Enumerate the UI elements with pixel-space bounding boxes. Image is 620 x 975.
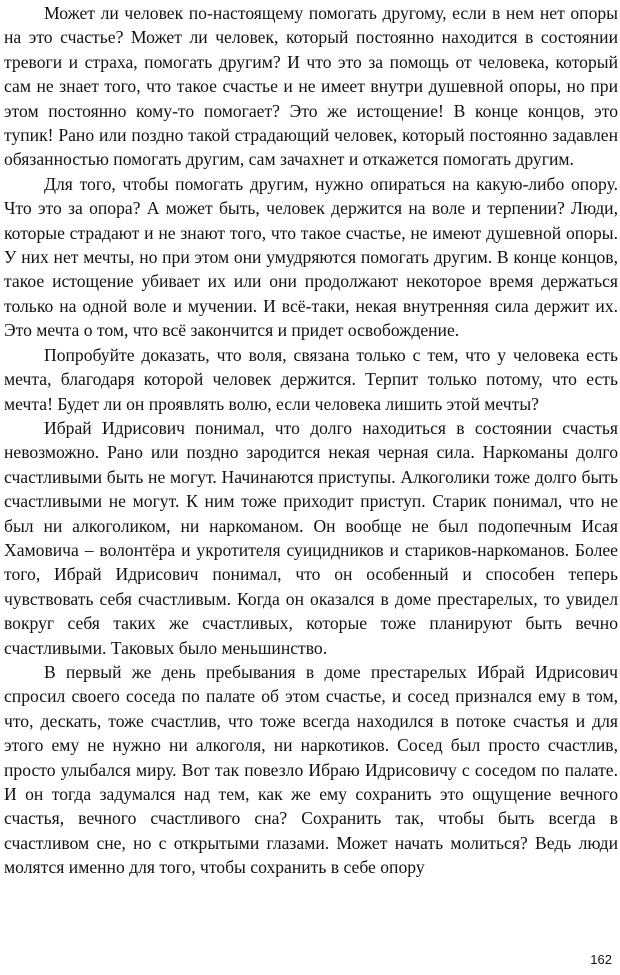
paragraph-2: Для того, чтобы помогать другим, нужно опираться на какую-либо опору. Что это за опора? А может быть, человек держится на воле и терпении? Люди, которые страдают и не знают того, что такое счастье, не имеют душевной опоры. У них нет мечты, но при этом они умудряются помогать другим. В конце концов, такое истощение убивает их или они продолжают некоторое время держаться только на одной воле и мучении. И всё-таки, некая внутренняя сила держит их. Это мечта о том, что всё закончится и придет освобождение. [4,173,618,341]
paragraph-4: Ибрай Идрисович понимал, что долго находиться в состоянии счастья невозможно. Рано или поздно зародится некая черная сила. Наркоманы долго счастливыми быть не могут. Начинаются приступы. Алкоголики тоже долго быть счастливыми не могут. К ним тоже приходит приступ. Старик понимал, что не был ни алкоголиком, ни наркоманом. Он вообще не был подопечным Исая Хамовича – волонтёра и укротителя суицидников и стариков-наркоманов. Более того, Ибрай Идрисович понимал, что он особенный и способен теперь чувствовать себя счастливым. Когда он оказался в доме престарелых, то увидел вокруг себя таких же счастливых, которые тоже планируют быть вечно счастливыми. Таковых было меньшинство. [4,417,618,658]
book-page [4,0,618,975]
paragraph-1: Может ли человек по-настоящему помогать другому, если в нем нет опоры на это счастье? Может ли человек, который постоянно находится в состоянии тревоги и страха, помогать другим? И что это за помощь от человека, который сам не знает того, что такое счастье и не имеет внутри душевной опоры, но при этом постоянно кому-то помогает? Это же истощение! В конце концов, это тупик! Рано или поздно такой страдающий человек, который постоянно задавлен обязанностью помогать другим, сам зачахнет и откажется помогать другим. [4,3,618,170]
paragraph-5: В первый же день пребывания в доме престарелых Ибрай Идрисович спросил своего соседа по палате об этом счастье, и сосед признался ему в том, что, дескать, тоже счастлив, что тоже всегда находился в потоке счастья и для этого ему не нужно ни алкоголя, ни наркотиков. Сосед был просто счастлив, просто улыбался миру. Вот так повезло Ибраю Идрисовичу с соседом по палате. И он тогда задумался над тем, как же ему сохранить это ощущение вечного счастья, вечного счастливого сна? Сохранить так, чтобы быть всегда в счастливом сне, но с открытыми глазами. Может начать молиться? Ведь люди молятся именно для того, чтобы сохранить в себе опору [4,661,618,878]
body-text [4,1,618,880]
page-number: 162 [590,952,612,967]
paragraph-3: Попробуйте доказать, что воля, связана только с тем, что у человека есть мечта, благодаря которой человек держится. Терпит только потому, что есть мечта! Будет ли он проявлять волю, если человека лишить этой мечты? [4,344,618,414]
